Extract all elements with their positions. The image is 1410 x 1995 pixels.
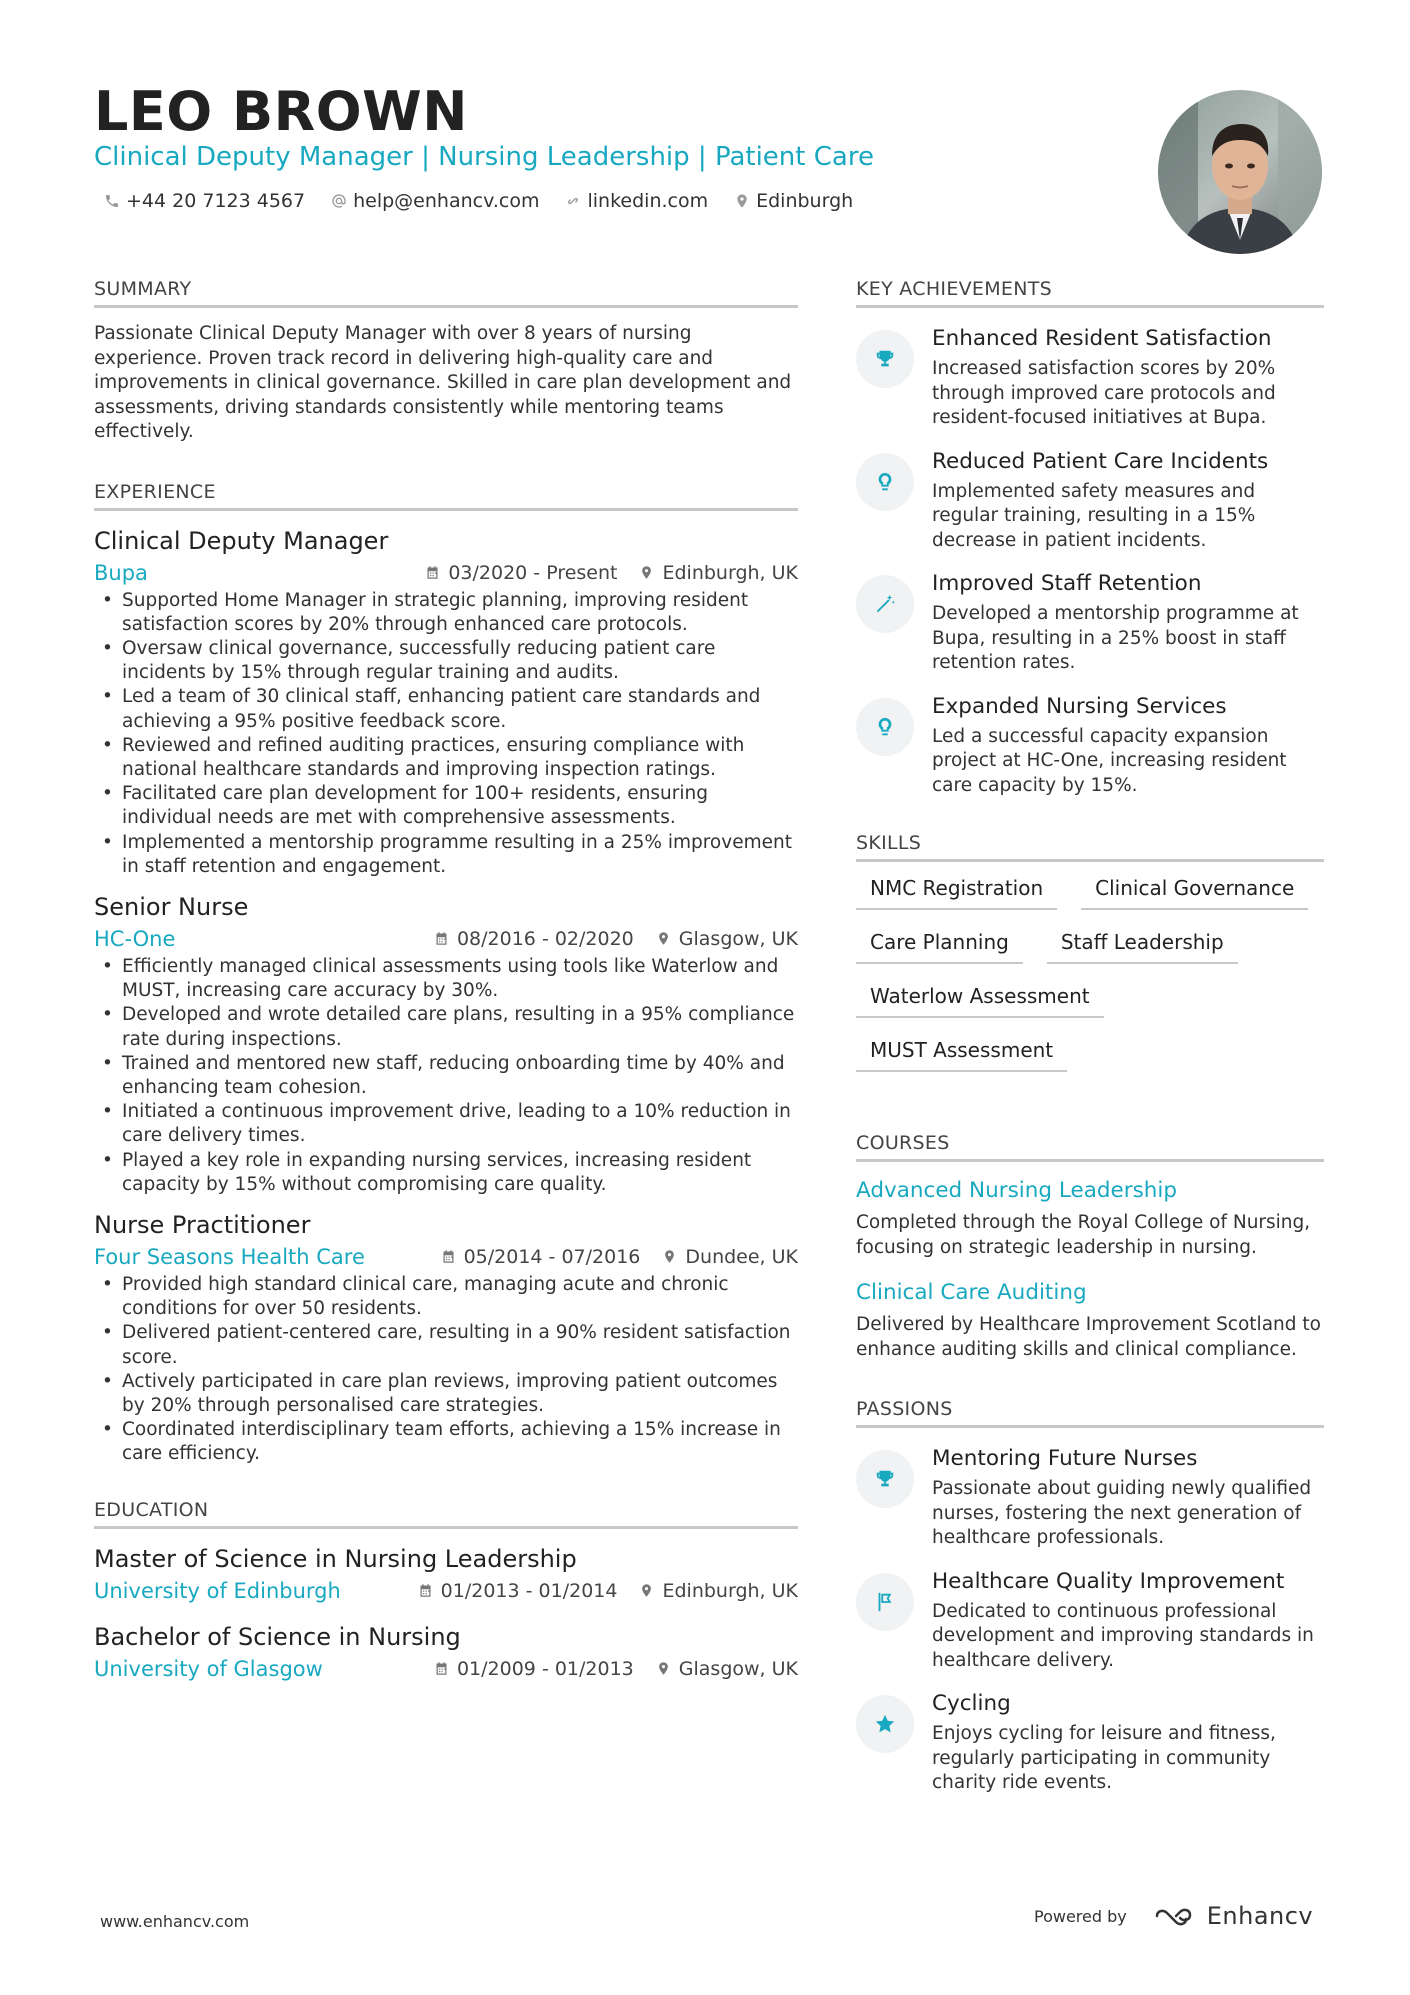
achievement-desc: Developed a mentorship programme at Bupa, resulting in a 25% boost in staff retention rates.: [932, 603, 1299, 673]
achievement-item: [856, 449, 1324, 554]
education-dates: [418, 1580, 618, 1602]
course-title: Advanced Nursing Leadership: [856, 1178, 1178, 1203]
profile-photo: [1158, 90, 1322, 254]
skill-tag: MUST Assessment: [856, 1038, 1067, 1072]
skill-tag: Staff Leadership: [1047, 930, 1238, 964]
job-subheader: [94, 1245, 798, 1269]
contact-email[interactable]: [331, 190, 539, 212]
course-item: [856, 1178, 1324, 1260]
passion-icon-badge: [856, 1573, 914, 1631]
achievement-icon-badge: [856, 330, 914, 388]
passion-item: [856, 1569, 1324, 1674]
job-entry: [94, 1211, 798, 1467]
location-text: Edinburgh: [756, 190, 854, 212]
bullet-item: • Provided high standard clinical care, managing acute and chronic conditions for over 50 residents.: [94, 1273, 798, 1321]
achievement-item: [856, 326, 1324, 431]
brand-name: Enhancv: [1206, 1902, 1314, 1930]
course-title: Clinical Care Auditing: [856, 1280, 1087, 1305]
education-heading: EDUCATION: [94, 1499, 798, 1529]
link-icon: [565, 193, 581, 209]
company-name: HC-One: [94, 926, 176, 951]
achievement-desc: Led a successful capacity expansion project at HC-One, increasing resident care capacity by 15%.: [932, 725, 1287, 796]
achievement-title: Expanded Nursing Services: [932, 693, 1227, 719]
contact-phone: [104, 190, 305, 212]
bullet-item: • Reviewed and refined auditing practices, ensuring compliance with national healthcare standards and improving inspection ratings.: [94, 734, 798, 782]
passion-title: Healthcare Quality Improvement: [932, 1568, 1285, 1594]
job-subheader: [94, 561, 798, 585]
phone-icon: [104, 193, 120, 209]
job-entry: [94, 893, 798, 1197]
skill-tag: Clinical Governance: [1081, 876, 1308, 910]
candidate-name: LEO BROWN: [94, 80, 468, 143]
magic-wand-icon: [874, 593, 896, 615]
location-pin-icon: [656, 931, 671, 946]
job-location-text: Glasgow, UK: [678, 927, 798, 950]
passion-desc: Enjoys cycling for leisure and fitness, regularly participating in community charity ride events.: [932, 1723, 1276, 1793]
experience-heading: EXPERIENCE: [94, 481, 798, 511]
bullet-item: • Efficiently managed clinical assessments using tools like Waterlow and MUST, increasing care accuracy by 30%.: [94, 955, 798, 1003]
achievement-icon-badge: [856, 575, 914, 633]
skills-list: [856, 876, 1324, 1072]
bullet-item: • Oversaw clinical governance, successfully reducing patient care incidents by 15% through regular training and audits.: [94, 637, 798, 685]
location-pin-icon: [639, 1583, 654, 1598]
job-location-text: Dundee, UK: [685, 1245, 798, 1268]
contact-linkedin[interactable]: [565, 190, 708, 212]
passion-desc: Passionate about guiding newly qualified nurses, fostering the next generation of healthcare professionals.: [932, 1478, 1312, 1548]
job-meta: [441, 1246, 798, 1268]
calendar-icon: [434, 931, 449, 946]
location-pin-icon: [662, 1249, 677, 1264]
summary-text: Passionate Clinical Deputy Manager with over 8 years of nursing experience. Proven track record in delivering high-quality care and improvements in clinical governance. Skilled in care plan development and assessments, driving standards consistently while mentoring teams effectively.: [94, 323, 792, 442]
company-name: Bupa: [94, 560, 148, 585]
job-dates: [441, 1246, 641, 1268]
job-subheader: [94, 927, 798, 951]
education-entry: [94, 1545, 798, 1603]
right-column: [856, 278, 1324, 1814]
calendar-icon: [425, 565, 440, 580]
education-dates: [434, 1658, 634, 1680]
job-bullets: [94, 1273, 798, 1467]
bullet-item: • Played a key role in expanding nursing services, increasing resident capacity by 15% without compromising care quality.: [94, 1149, 798, 1197]
calendar-icon: [441, 1249, 456, 1264]
education-location-text: Edinburgh, UK: [662, 1579, 798, 1602]
contact-location: [734, 190, 853, 212]
bullet-item: • Developed and wrote detailed care plans, resulting in a 95% compliance rate during inspections.: [94, 1003, 798, 1051]
education-entry: [94, 1623, 798, 1681]
course-desc: Delivered by Healthcare Improvement Scotland to enhance auditing skills and clinical compliance.: [856, 1314, 1321, 1360]
job-location: [639, 562, 798, 584]
skill-tag: Waterlow Assessment: [856, 984, 1104, 1018]
education-location: [639, 1580, 798, 1602]
left-column: [94, 278, 798, 1685]
job-location: [662, 1246, 798, 1268]
brand-logo[interactable]: [1153, 1902, 1313, 1930]
job-title: Nurse Practitioner: [94, 1210, 311, 1239]
bullet-item: • Actively participated in care plan reviews, improving patient outcomes by 20% through personalised care strategies.: [94, 1370, 798, 1418]
education-subheader: [94, 1579, 798, 1603]
achievement-item: [856, 694, 1324, 799]
school-name: University of Edinburgh: [94, 1578, 341, 1603]
footer-branding: [1034, 1902, 1313, 1930]
powered-by-label: Powered by: [1034, 1906, 1127, 1926]
bullet-item: • Facilitated care plan development for 100+ residents, ensuring individual needs are met with comprehensive assessments.: [94, 782, 798, 830]
footer-website[interactable]: www.enhancv.com: [100, 1912, 250, 1931]
achievement-icon-badge: [856, 698, 914, 756]
education-meta: [418, 1580, 798, 1602]
company-name: Four Seasons Health Care: [94, 1244, 365, 1269]
achievement-title: Reduced Patient Care Incidents: [932, 448, 1269, 474]
location-pin-icon: [639, 565, 654, 580]
bullet-item: • Coordinated interdisciplinary team efforts, achieving a 15% increase in care efficiency.: [94, 1418, 798, 1466]
job-location: [656, 928, 798, 950]
passion-title: Mentoring Future Nurses: [932, 1446, 1198, 1471]
education-dates-text: 01/2009 - 01/2013: [456, 1657, 634, 1680]
location-pin-icon: [734, 193, 750, 209]
job-dates: [425, 562, 617, 584]
achievement-desc: Increased satisfaction scores by 20% through improved care protocols and resident-focused initiatives at Bupa.: [932, 358, 1276, 428]
calendar-icon: [434, 1661, 449, 1676]
job-bullets: [94, 955, 798, 1197]
passions-heading: PASSIONS: [856, 1398, 1324, 1428]
passion-icon-badge: [856, 1450, 914, 1508]
lightbulb-icon: [874, 716, 896, 738]
achievement-title: Enhanced Resident Satisfaction: [932, 326, 1272, 351]
passion-item: [856, 1691, 1324, 1796]
education-subheader: [94, 1657, 798, 1681]
trophy-icon: [874, 348, 896, 370]
bullet-item: • Trained and mentored new staff, reducing onboarding time by 40% and enhancing team cohesion.: [94, 1052, 798, 1100]
bullet-item: • Supported Home Manager in strategic planning, improving resident satisfaction scores by 20% through enhanced care protocols.: [94, 589, 798, 637]
job-dates: [434, 928, 634, 950]
trophy-icon: [874, 1468, 896, 1490]
job-title: Clinical Deputy Manager: [94, 526, 389, 555]
contact-row: [104, 190, 853, 212]
passion-item: [856, 1446, 1324, 1551]
job-meta: [434, 928, 798, 950]
passion-desc: Dedicated to continuous professional development and improving standards in healthcare delivery.: [932, 1600, 1314, 1671]
skill-tag: NMC Registration: [856, 876, 1057, 910]
enhancv-logo-icon: [1153, 1904, 1199, 1928]
achievement-title: Improved Staff Retention: [932, 571, 1202, 596]
summary-heading: SUMMARY: [94, 278, 798, 308]
bullet-item: • Initiated a continuous improvement drive, leading to a 10% reduction in care delivery times.: [94, 1100, 798, 1148]
passion-title: Cycling: [932, 1691, 1011, 1716]
phone-text: +44 20 7123 4567: [126, 190, 306, 212]
course-desc: Completed through the Royal College of Nursing, focusing on strategic leadership in nursing.: [856, 1212, 1311, 1258]
flag-icon: [874, 1591, 896, 1613]
job-location-text: Edinburgh, UK: [662, 561, 798, 584]
degree-title: Bachelor of Science in Nursing: [94, 1622, 461, 1651]
job-entry: [94, 527, 798, 879]
at-icon: [331, 193, 347, 209]
degree-title: Master of Science in Nursing Leadership: [94, 1544, 577, 1573]
linkedin-text: linkedin.com: [587, 190, 709, 212]
job-dates-text: 03/2020 - Present: [448, 561, 618, 584]
location-pin-icon: [656, 1661, 671, 1676]
passion-icon-badge: [856, 1695, 914, 1753]
candidate-title: Clinical Deputy Manager | Nursing Leadership | Patient Care: [94, 142, 874, 172]
achievements-heading: KEY ACHIEVEMENTS: [856, 278, 1324, 308]
job-dates-text: 05/2014 - 07/2016: [463, 1245, 641, 1268]
email-text: help@enhancv.com: [353, 190, 540, 212]
bullet-item: • Delivered patient-centered care, resulting in a 90% resident satisfaction score.: [94, 1321, 798, 1369]
achievement-desc: Implemented safety measures and regular training, resulting in a 15% decrease in patient incidents.: [932, 480, 1256, 551]
bullet-item: • Implemented a mentorship programme resulting in a 25% improvement in staff retention and engagement.: [94, 831, 798, 879]
job-title: Senior Nurse: [94, 892, 249, 921]
education-location-text: Glasgow, UK: [678, 1657, 798, 1680]
job-meta: [425, 562, 798, 584]
job-bullets: [94, 589, 798, 879]
lightbulb-icon: [874, 471, 896, 493]
calendar-icon: [418, 1583, 433, 1598]
school-name: University of Glasgow: [94, 1656, 323, 1681]
achievement-item: [856, 571, 1324, 676]
education-dates-text: 01/2013 - 01/2014: [440, 1579, 618, 1602]
job-dates-text: 08/2016 - 02/2020: [456, 927, 634, 950]
achievement-icon-badge: [856, 453, 914, 511]
course-item: [856, 1280, 1324, 1362]
education-location: [656, 1658, 798, 1680]
courses-heading: COURSES: [856, 1132, 1324, 1162]
skill-tag: Care Planning: [856, 930, 1023, 964]
skills-heading: SKILLS: [856, 832, 1324, 862]
bullet-item: • Led a team of 30 clinical staff, enhancing patient care standards and achieving a 95% positive feedback score.: [94, 685, 798, 733]
education-meta: [434, 1658, 798, 1680]
star-icon: [874, 1713, 896, 1735]
